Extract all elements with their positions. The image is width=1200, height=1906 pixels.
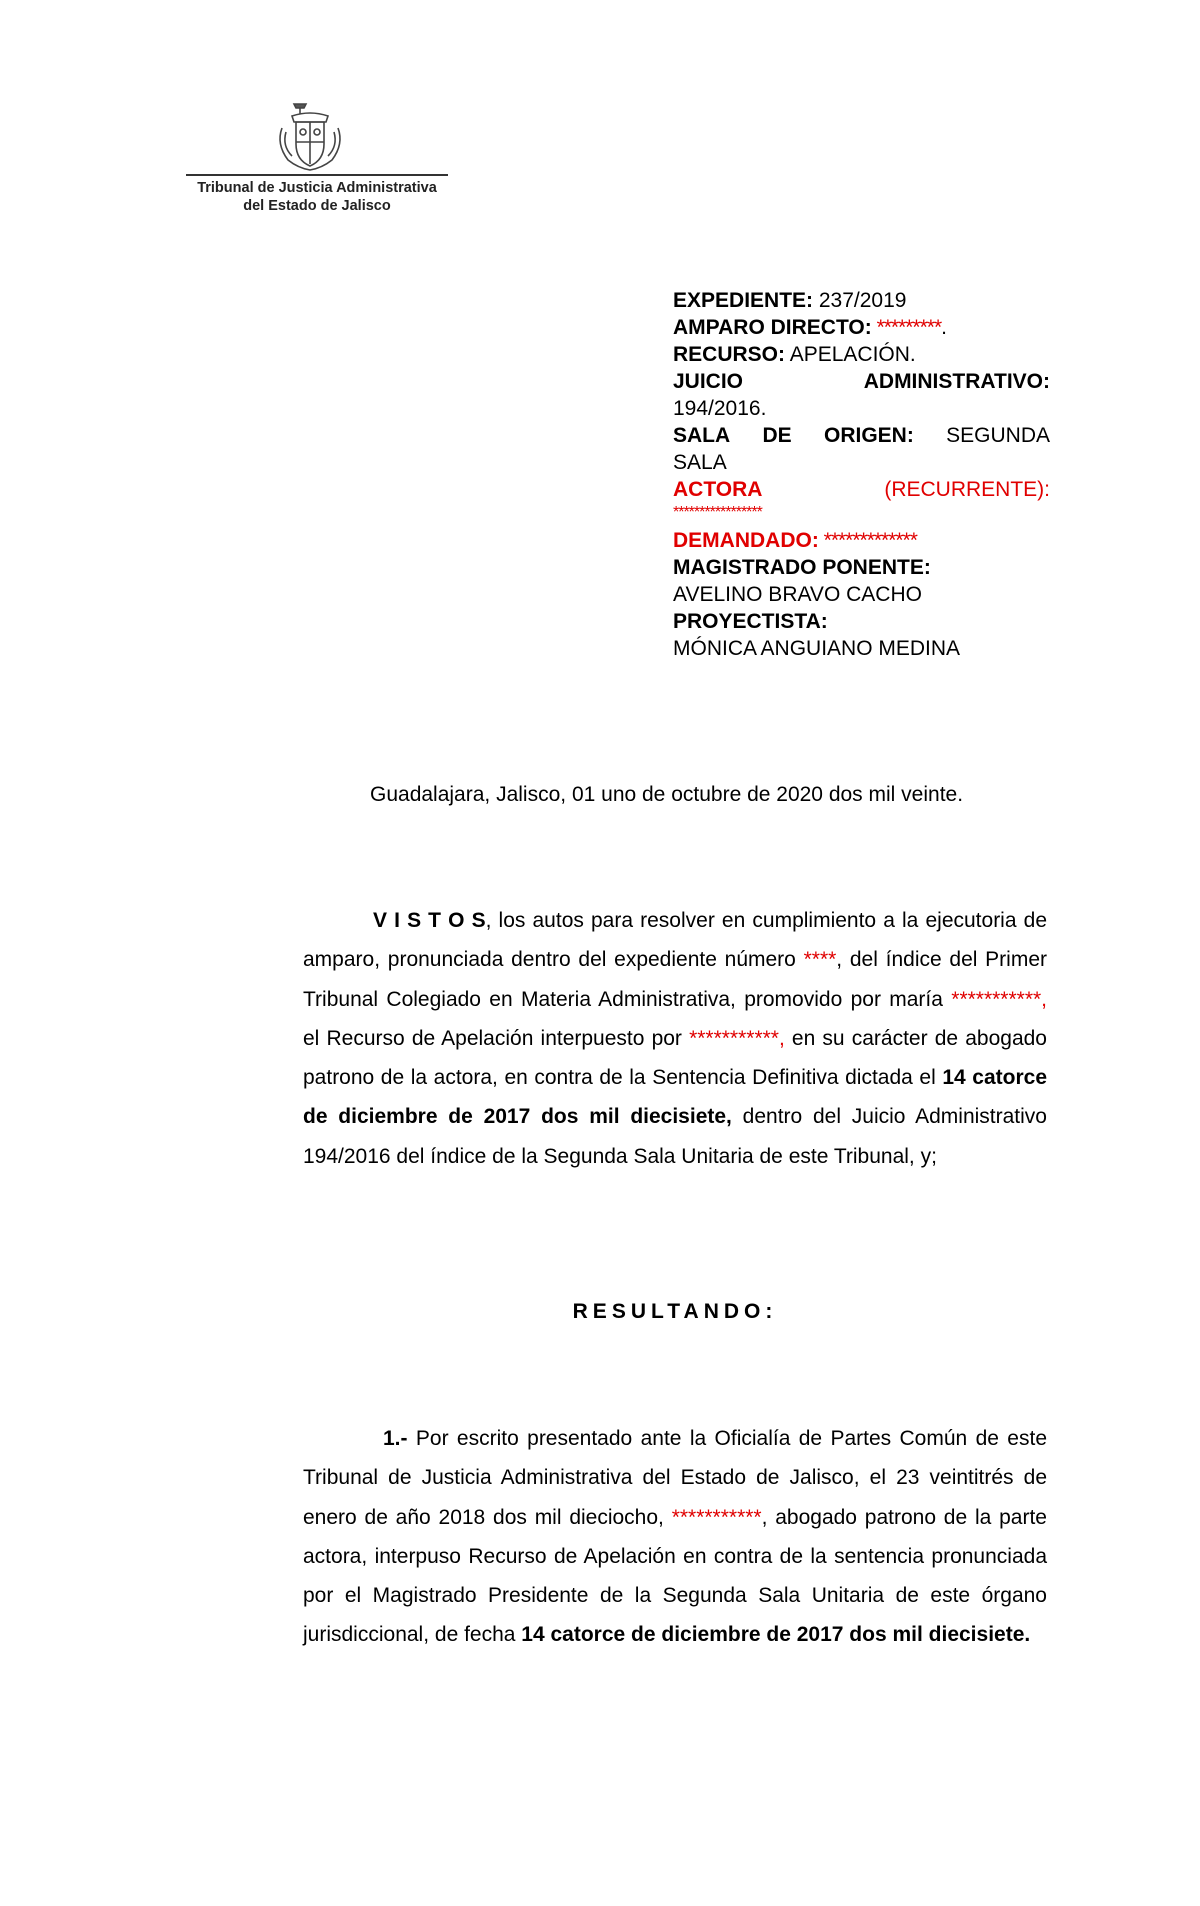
resultando-1-redacted: *********** <box>671 1505 762 1529</box>
resultando-1-text-1: Por escrito presentado ante la Oficialía de Partes Común de este Tribunal de Justicia Administrativa del Estado de Jalisco, el 23 veintitrés de enero de año 2018 dos mil dieciocho, <box>303 1427 1047 1529</box>
amparo-row <box>673 314 1050 341</box>
case-header <box>673 287 1050 662</box>
amparo-label: AMPARO DIRECTO: <box>673 316 872 339</box>
vistos-text-4: en su carácter de abogado patrono de la actora, en contra de la Sentencia Definitiva dictada el <box>303 1026 1047 1090</box>
demandado-label: DEMANDADO: <box>673 529 819 552</box>
vistos-text-3: el Recurso de Apelación interpuesto por <box>303 1026 690 1050</box>
vistos-redacted-2: ***********, <box>951 987 1047 1011</box>
proyectista-value: MÓNICA ANGUIANO MEDINA <box>673 637 961 660</box>
sala-word-1: SALA <box>673 424 731 447</box>
letterhead-rule <box>186 174 448 176</box>
sala-word-4: SEGUNDA <box>946 424 1050 447</box>
demandado-value: ************* <box>818 529 917 552</box>
sala-cont: SALA <box>673 451 727 474</box>
recurso-label: RECURSO: <box>673 343 786 366</box>
vistos-redacted-3: ***********, <box>689 1026 785 1050</box>
sala-word-3: ORIGEN: <box>823 424 914 447</box>
date-line: Guadalajara, Jalisco, 01 uno de octubre de 2020 dos mil veinte. <box>370 783 964 806</box>
magistrado-value: AVELINO BRAVO CACHO <box>673 583 922 606</box>
resultando-1-text-2: , abogado patrono de la parte actora, interpuso Recurso de Apelación en contra de la sentencia pronunciada por el Magistrado Presidente de la Segunda Sala Unitaria de este órgano jurisdiccional, de fecha <box>303 1505 1047 1647</box>
sala-word-2: DE <box>762 424 792 447</box>
juicio-value: 194/2016. <box>673 397 767 420</box>
actora-label: ACTORA <box>673 478 763 501</box>
amparo-end: . <box>941 316 947 339</box>
recurso-value: APELACIÓN. <box>785 343 916 366</box>
actora-value: ***************** <box>673 504 762 521</box>
magistrado-label: MAGISTRADO PONENTE: <box>673 556 931 579</box>
letterhead-line-2: del Estado de Jalisco <box>243 198 391 214</box>
expediente-row <box>673 287 1050 314</box>
demandado-row <box>673 527 1050 554</box>
actora-row <box>673 476 1050 503</box>
resultando-1-num: 1.- <box>383 1427 408 1450</box>
vistos-text-1: , los autos para resolver en cumplimiento a la ejecutoria de amparo, pronunciada dentro del expediente número <box>303 909 1047 972</box>
vistos-paragraph <box>303 901 1047 1176</box>
vistos-bold-date: 14 catorce de diciembre de 2017 dos mil diecisiete, <box>303 1066 1047 1129</box>
resultando-1-paragraph <box>303 1419 1047 1655</box>
sala-row <box>673 422 1050 449</box>
vistos-redacted-1: **** <box>803 948 837 972</box>
amparo-value: ********* <box>871 316 942 339</box>
juicio-word-1: JUICIO <box>673 370 744 393</box>
coat-of-arms-icon <box>270 98 350 172</box>
proyectista-label: PROYECTISTA: <box>673 610 828 633</box>
recurso-row <box>673 341 1050 368</box>
vistos-text-5: dentro del Juicio Administrativo 194/2016 del índice de la Segunda Sala Unitaria de este Tribunal, y; <box>303 1105 1047 1168</box>
juicio-word-2: ADMINISTRATIVO: <box>863 370 1050 393</box>
vistos-lead: V I S T O S <box>373 909 486 932</box>
vistos-text-2: , del índice del Primer Tribunal Colegiado en Materia Administrativa, promovido por maría <box>303 948 1047 1011</box>
resultando-1-bold-date: 14 catorce de diciembre de 2017 dos mil diecisiete. <box>521 1623 1031 1647</box>
juicio-row <box>673 368 1050 395</box>
letterhead-line-1: Tribunal de Justicia Administrativa <box>197 180 437 196</box>
expediente-label: EXPEDIENTE: <box>673 289 814 312</box>
actora-recurrente: (RECURRENTE): <box>884 478 1050 501</box>
resultando-heading: RESULTANDO: <box>572 1300 778 1323</box>
expediente-value: 237/2019 <box>813 289 907 312</box>
